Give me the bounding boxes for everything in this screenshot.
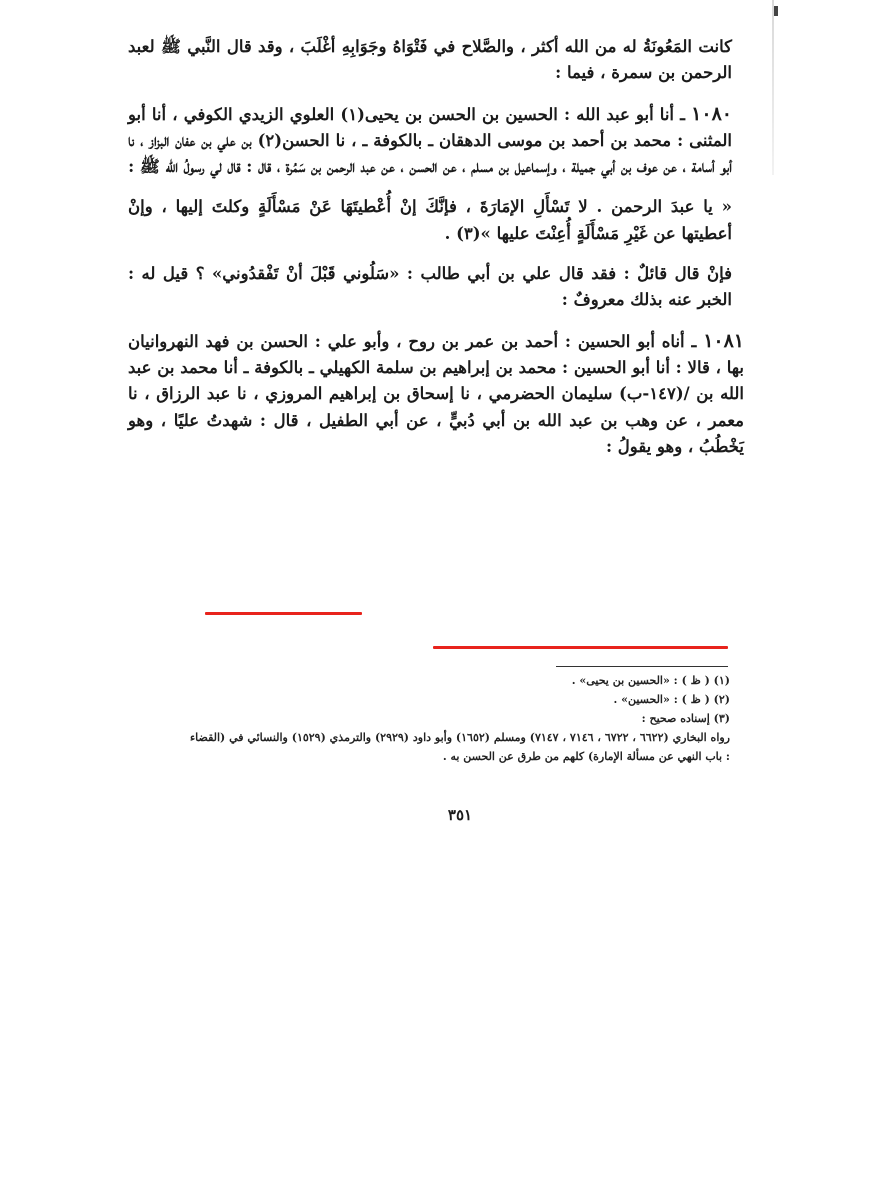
red-underline-long xyxy=(433,646,728,649)
red-underline-short xyxy=(205,612,362,615)
footnote-rule xyxy=(556,666,728,667)
hadith-number: ١٠٨١ xyxy=(703,329,745,352)
page-number: ٣٥١ xyxy=(447,806,473,824)
footnote-3: (٣) إسناده صحيح : xyxy=(641,712,730,725)
paragraph-objection: فإنْ قال قائلٌ : فقد قال علي بن أبي طالب : «سَلُوني قَبْلَ أنْ تَفْقدُوني» ؟ قيل له : الخبر عنه بذلك معروفٌ : xyxy=(128,264,732,310)
hadith-1080 xyxy=(128,101,732,181)
main-text xyxy=(128,34,745,460)
paragraph-intro: كانت المَعُونَةُ له من الله أكثر ، والصَّلاح في فَتْوَاهُ وجَوَابِهِ أغْلَبَ ، وقد قال النَّبي ﷺ لعبد الرحمن بن سمرة ، فيما : xyxy=(128,37,732,83)
footnotes xyxy=(190,671,730,766)
scan-mark xyxy=(774,6,778,16)
hadith-quote: « يا عبدَ الرحمن . لا تَسْأَلِ الإمَارَةَ ، فإنَّكَ إنْ أُعْطيتَهَا عَنْ مَسْأَلَةٍ وكلتَ إليها ، وإنْ أعطيتها عن غَيْرِ مَسْأَلَةٍ أُعِنْتَ عليها »(٣) . xyxy=(128,197,732,243)
page-edge-shadow xyxy=(772,0,774,175)
hadith-text: ـ أنا أبو عبد الله : الحسين بن الحسن بن يحيى(١) العلوي الزيدي الكوفي ، أنا أبو المثنى : محمد بن أحمد بن موسى الدهقان ـ بالكوفة ـ ، نا الحسن(٢) بن علي بن عفان البزاز ، نا أبو أسامة ، عن عوف بن أبي جميلة ، وإسماعيل بن مسلم ، عن الحسن ، عن عبد الرحمن بن سَمُرة ، قال : قال لي رسولُ الله ﷺ : xyxy=(128,104,732,177)
hadith-text: ـ أناه أبو الحسين : أحمد بن عمر بن روح ، وأبو علي : الحسن بن فهد النهروانيان بها ، قالا : أنا أبو الحسين : محمد بن إبراهيم بن سلمة الكهيلي ـ بالكوفة ـ أنا محمد بن عبد الله بن /(١٤٧-ب) سليمان الحضرمي ، نا إسحاق بن إبراهيم المروزي ، نا عبد الرزاق ، نا معمر ، عن وهب بن عبد الله بن أبي دُبيٍّ ، عن أبي الطفيل ، قال : شهدتُ عليًا ، وهو يَخْطُبُ ، وهو يقولُ : xyxy=(128,331,745,456)
footnote-1: (١) ( ظ ) : «الحسين بن يحيى» . xyxy=(571,674,730,687)
footnote-2: (٢) ( ظ ) : «الحسين» . xyxy=(613,693,730,706)
footnote-3-detail: رواه البخاري (٦٦٢٢ ، ٦٧٢٢ ، ٧١٤٦ ، ٧١٤٧) ومسلم (١٦٥٢) وأبو داود (٢٩٢٩) والترمذي (١٥٢٩) والنسائي في (القضاء : باب النهي عن مسألة الإمارة) كلهم من طرق عن الحسن به . xyxy=(190,731,730,763)
hadith-1081 xyxy=(128,328,744,460)
hadith-number: ١٠٨٠ xyxy=(691,102,732,125)
